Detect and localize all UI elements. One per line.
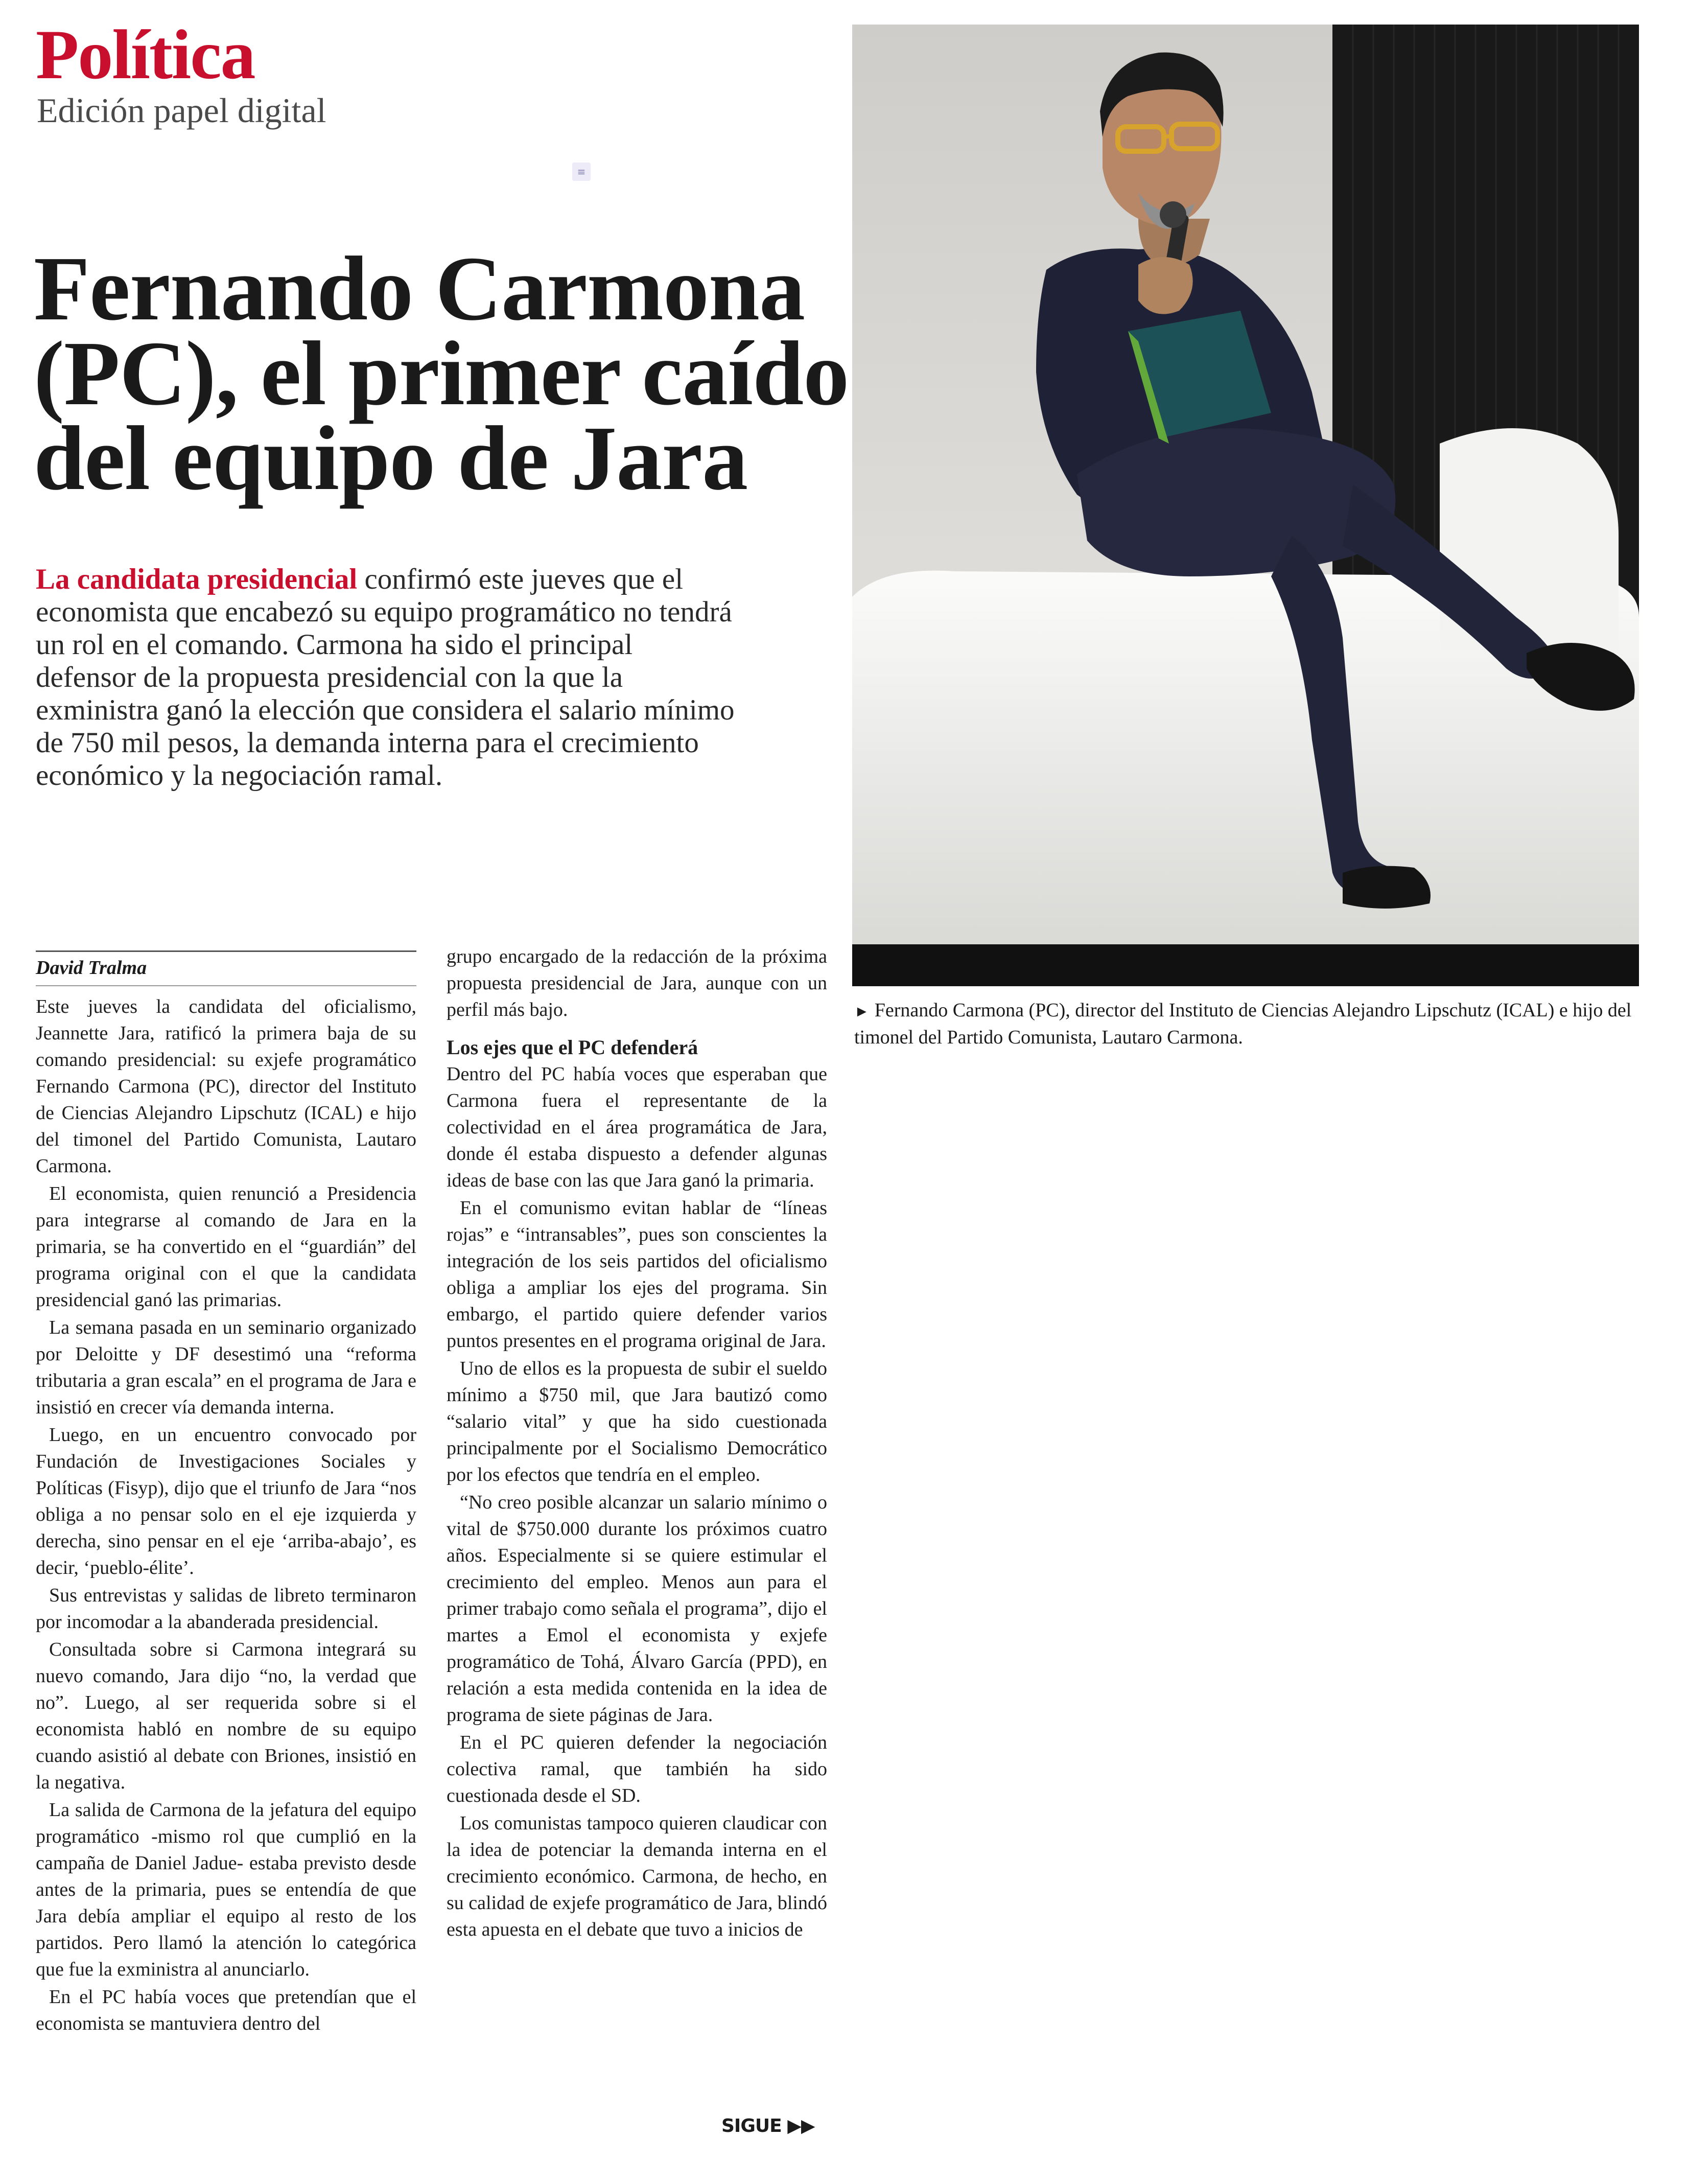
byline-rule [36, 950, 416, 952]
lead-kicker: La candidata presidencial [36, 563, 358, 595]
edition-label: Edición papel digital [37, 91, 326, 130]
body-paragraph: “No creo posible alcanzar un salario mínimo o vital de $750.000 durante los próximos cuatro años. Especialmente si se quiere estimular el crecimiento del empleo. Menos aun para el primer trabajo como señala el programa”, dijo el martes a Emol el economista y exjefe programático de Tohá, Álvaro García (PPD), en relación a esta medida contenida en la idea de programa de siete páginas de Jara. [447, 1492, 827, 1726]
body-paragraph: Sus entrevistas y salidas de libreto terminaron por incomodar a la abanderada presidencial. [36, 1585, 416, 1633]
headline-line: (PC), el primer caído [34, 322, 849, 424]
photo-caption [854, 997, 1636, 1050]
subheading: Los ejes que el PC defenderá [447, 1036, 698, 1059]
body-paragraph: En el PC quieren defender la negociación colectiva ramal, que también ha sido cuestionada desde el SD. [447, 1732, 827, 1806]
headline-line: del equipo de Jara [34, 407, 748, 509]
headline-line: Fernando Carmona [34, 238, 805, 339]
lead-text: confirmó este jueves que el economista que encabezó su equipo programático no tendrá un rol en el comando. Carmona ha sido el principal defensor de la propuesta presidencial con la que la exministra ganó la elección que considera el salario mínimo de 750 mil pesos, la demanda interna para el crecimiento económico y la negociación ramal. [36, 563, 735, 792]
section-title: Política [36, 15, 255, 94]
body-paragraph: Luego, en un encuentro convocado por Fundación de Investigaciones Sociales y Políticas (Fisyp), dijo que el triunfo de Jara “nos obliga a no pensar solo en el eje izquierda y derecha, sino pensar en el eje ‘arriba-abajo’, es decir, ‘pueblo-élite’. [36, 1424, 416, 1578]
body-paragraph: Los comunistas tampoco quieren claudicar con la idea de potenciar la demanda interna en el crecimiento económico. Carmona, de hecho, en su calidad de exjefe programático de Jara, blindó esta apuesta en el debate que tuvo a inicios de [447, 1813, 827, 1940]
article-column-1 [36, 993, 416, 2038]
photo-speaker-icon [852, 25, 1639, 986]
document-icon[interactable]: ≡ [572, 162, 591, 181]
caption-text: Fernando Carmona (PC), director del Instituto de Ciencias Alejandro Lipschutz (ICAL) e hijo del timonel del Partido Comunista, Lautaro Carmona. [854, 1000, 1632, 1048]
body-paragraph: El economista, quien renunció a Presidencia para integrarse al comando de Jara en la primaria, se ha convertido en el “guardián” del programa original con el que la candidata presidencial ganó las primarias. [36, 1183, 416, 1311]
body-paragraph: En el comunismo evitan hablar de “líneas rojas” e “intransables”, pues son conscientes la integración de los seis partidos del oficialismo obliga a ampliar los ejes del programa. Sin embargo, el partido quiere defender varios puntos presentes en el programa original de Jara. [447, 1197, 827, 1352]
body-paragraph: La salida de Carmona de la jefatura del equipo programático -mismo rol que cumplió en la campaña de Daniel Jadue- estaba previsto desde antes de la primaria, pues se entendía de que Jara debía ampliar el equipo al resto de los partidos. Pero llamó la atención lo categórica que fue la exministra al anunciarlo. [36, 1799, 416, 1980]
byline-rule [36, 985, 416, 986]
continue-link[interactable]: SIGUE ▶▶ [721, 2116, 815, 2136]
body-paragraph: Consultada sobre si Carmona integrará su nuevo comando, Jara dijo “no, la verdad que no”. Luego, al ser requerida sobre si el economista habló en nombre de su equipo cuando asistió al debate con Briones, insistió en la negativa. [36, 1639, 416, 1793]
article-photo [852, 25, 1639, 986]
body-paragraph: Este jueves la candidata del oficialismo, Jeannette Jara, ratificó la primera baja de su comando presidencial: su exjefe programático Fernando Carmona (PC), director del Instituto de Ciencias Alejandro Lipschutz (ICAL) e hijo del timonel del Partido Comunista, Lautaro Carmona. [36, 996, 416, 1177]
body-paragraph: Dentro del PC había voces que esperaban que Carmona fuera el representante de la colectividad en el área programática de Jara, donde él estaba dispuesto a defender algunas ideas de base con las que Jara ganó la primaria. [447, 1063, 827, 1191]
body-paragraph: Uno de ellos es la propuesta de subir el sueldo mínimo a $750 mil, que Jara bautizó como “salario vital” y que ha sido cuestionada principalmente por el Socialismo Democrático por los efectos que tendría en el empleo. [447, 1358, 827, 1485]
body-paragraph: En el PC había voces que pretendían que el economista se mantuviera dentro del [36, 1986, 416, 2034]
lead-paragraph [36, 563, 736, 792]
article-column-2 [447, 943, 827, 1944]
headline [34, 238, 849, 509]
caption-arrow-icon: ► [854, 1003, 870, 1020]
body-paragraph: grupo encargado de la redacción de la próxima propuesta presidencial de Jara, aunque con un perfil más bajo. [447, 946, 827, 1020]
body-paragraph: La semana pasada en un seminario organizado por Deloitte y DF desestimó una “reforma tributaria a gran escala” en el programa de Jara e insistió en crecer vía demanda interna. [36, 1317, 416, 1418]
byline: David Tralma [36, 957, 147, 979]
